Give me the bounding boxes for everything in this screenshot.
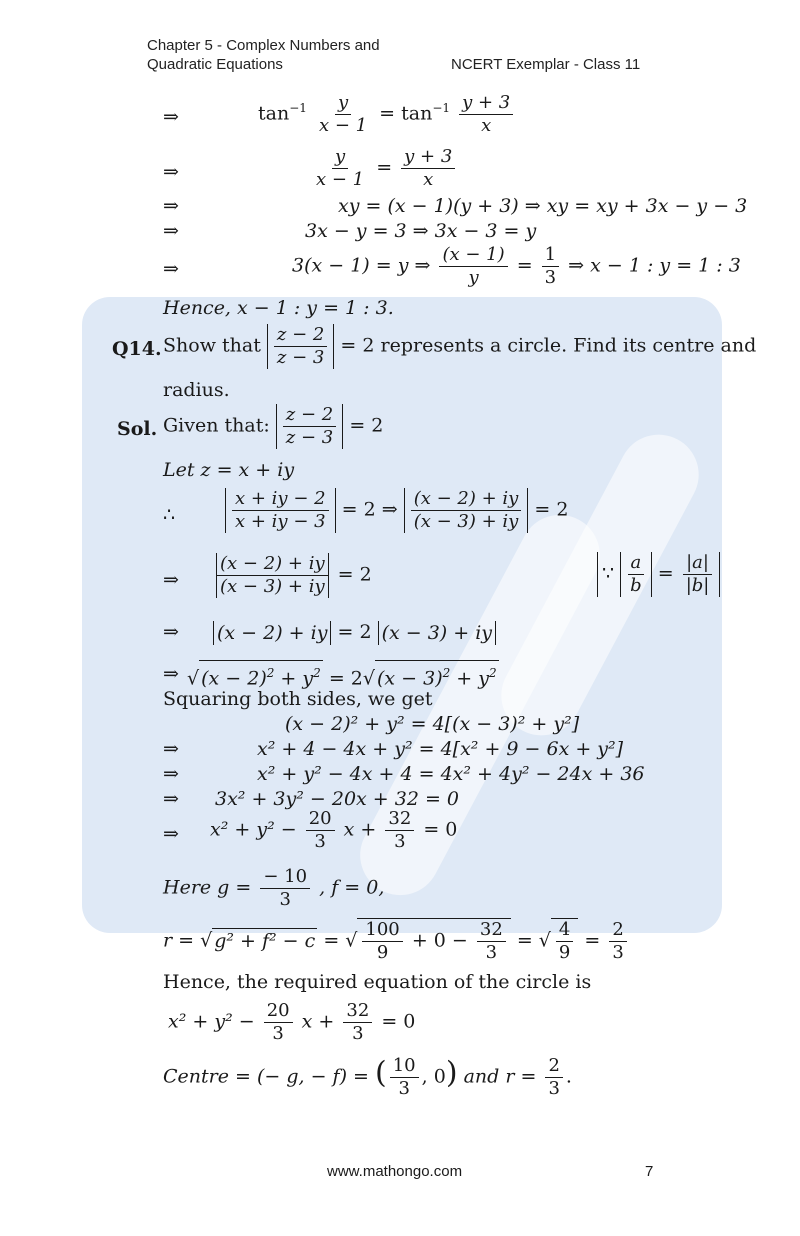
implies-symbol: ⇒ — [163, 763, 179, 785]
step-3: (x − 2) + iy = 2 (x − 3) + iy — [213, 620, 496, 645]
hence-ratio: Hence, x − 1 : y = 1 : 3. — [163, 297, 394, 319]
implies-symbol: ⇒ — [163, 195, 179, 217]
therefore-symbol: ∴ — [163, 504, 176, 526]
implies-symbol: ⇒ — [163, 106, 179, 128]
book-title: NCERT Exemplar - Class 11 — [451, 56, 641, 73]
equation-line-4: 3x − y = 3 ⇒ 3x − 3 = y — [305, 220, 537, 242]
implies-symbol: ⇒ — [163, 823, 179, 845]
step-5: (x − 2)² + y² = 4[(x − 3)² + y²] — [285, 713, 580, 735]
step-8: 3x² + 3y² − 20x + 32 = 0 — [215, 788, 460, 810]
centre-radius: Centre = (− g, − f) = ( $\frac{10}{3}$ , 0) and r = $\frac{2}{3}$ . — [163, 1055, 572, 1099]
implies-symbol: ⇒ — [163, 738, 179, 760]
implies-symbol: ⇒ — [163, 220, 179, 242]
implies-symbol: ⇒ — [163, 788, 179, 810]
hint-modulus-rule: ∵ $\frac{a}{b}$ = $\frac{|a|}{|b|}$ — [597, 552, 720, 597]
step-1: $\frac{x + iy - 2}{x + iy - 3}$ = 2 ⇒ $\frac{(x - 2) + iy}{(x - 3) + iy}$ = 2 — [225, 488, 568, 533]
step-7: x² + y² − 4x + 4 = 4x² + 4y² − 24x + 36 — [257, 763, 645, 785]
implies-symbol: ⇒ — [163, 258, 179, 280]
chapter-title: Chapter 5 - Complex Numbers and Quadratic Equations — [147, 37, 380, 73]
question-text-cont: radius. — [163, 379, 230, 401]
equation-line-5: 3(x − 1) = y ⇒ $\frac{(x - 1)}{y}$ = $\frac{1}{3}$ ⇒ x − 1 : y = 1 : 3 — [292, 244, 741, 288]
question-label: Q14. — [112, 338, 162, 360]
implies-symbol: ⇒ — [163, 161, 179, 183]
implies-symbol: ⇒ — [163, 663, 179, 685]
question-text: Show that $\frac{z - 2}{z - 3}$ = 2 represents a circle. Find its centre and — [163, 324, 757, 368]
step-6: x² + 4 − 4x + y² = 4[x² + 9 − 6x + y²] — [257, 738, 624, 760]
implies-symbol: ⇒ — [163, 569, 179, 591]
step-2: $\frac{(x - 2) + iy}{(x - 3) + iy}$ = 2 — [213, 553, 372, 598]
let-line: Let z = x + iy — [163, 459, 295, 481]
footer-site: www.mathongo.com — [327, 1163, 463, 1180]
step-9: x² + y² − $\frac{20}{3}$ x + $\frac{32}{3}$ = 0 — [210, 808, 458, 852]
radius-calc: r = √ g² + f² − c = √ $\frac{100}{9}$ + 0 − $\frac{32}{3}$ = √ $\frac{4}{9}$ = $\frac{2}{3}$ — [163, 918, 630, 964]
solution-label: Sol. — [117, 418, 158, 440]
step-4: √ $(x - 2)^2 + y^2 = 2√$ $(x - 3)^2 + y^2$ — [187, 660, 499, 690]
squaring-text: Squaring both sides, we get — [163, 688, 433, 710]
equation-line-2: $\frac{y}{x - 1}$ = $\frac{y + 3}{x}$ — [310, 146, 458, 191]
here-g-f: Here g = $\frac{- 10}{3}$ , f = 0, — [163, 866, 385, 910]
circle-equation: x² + y² − $\frac{20}{3}$ x + $\frac{32}{3}$ = 0 — [168, 1000, 416, 1044]
given-line: Given that: $\frac{z - 2}{z - 3}$ = 2 — [163, 404, 384, 448]
equation-line-1: $\tan^{-1}$ $\frac{y}{x - 1}$ = $\tan^{-1}$ $\frac{y + 3}{x}$ — [258, 92, 516, 137]
hence-circle: Hence, the required equation of the circle is — [163, 971, 592, 993]
page-number: 7 — [645, 1163, 654, 1180]
implies-symbol: ⇒ — [163, 621, 179, 643]
equation-line-3: xy = (x − 1)(y + 3) ⇒ xy = xy + 3x − y − 3 — [338, 195, 748, 217]
